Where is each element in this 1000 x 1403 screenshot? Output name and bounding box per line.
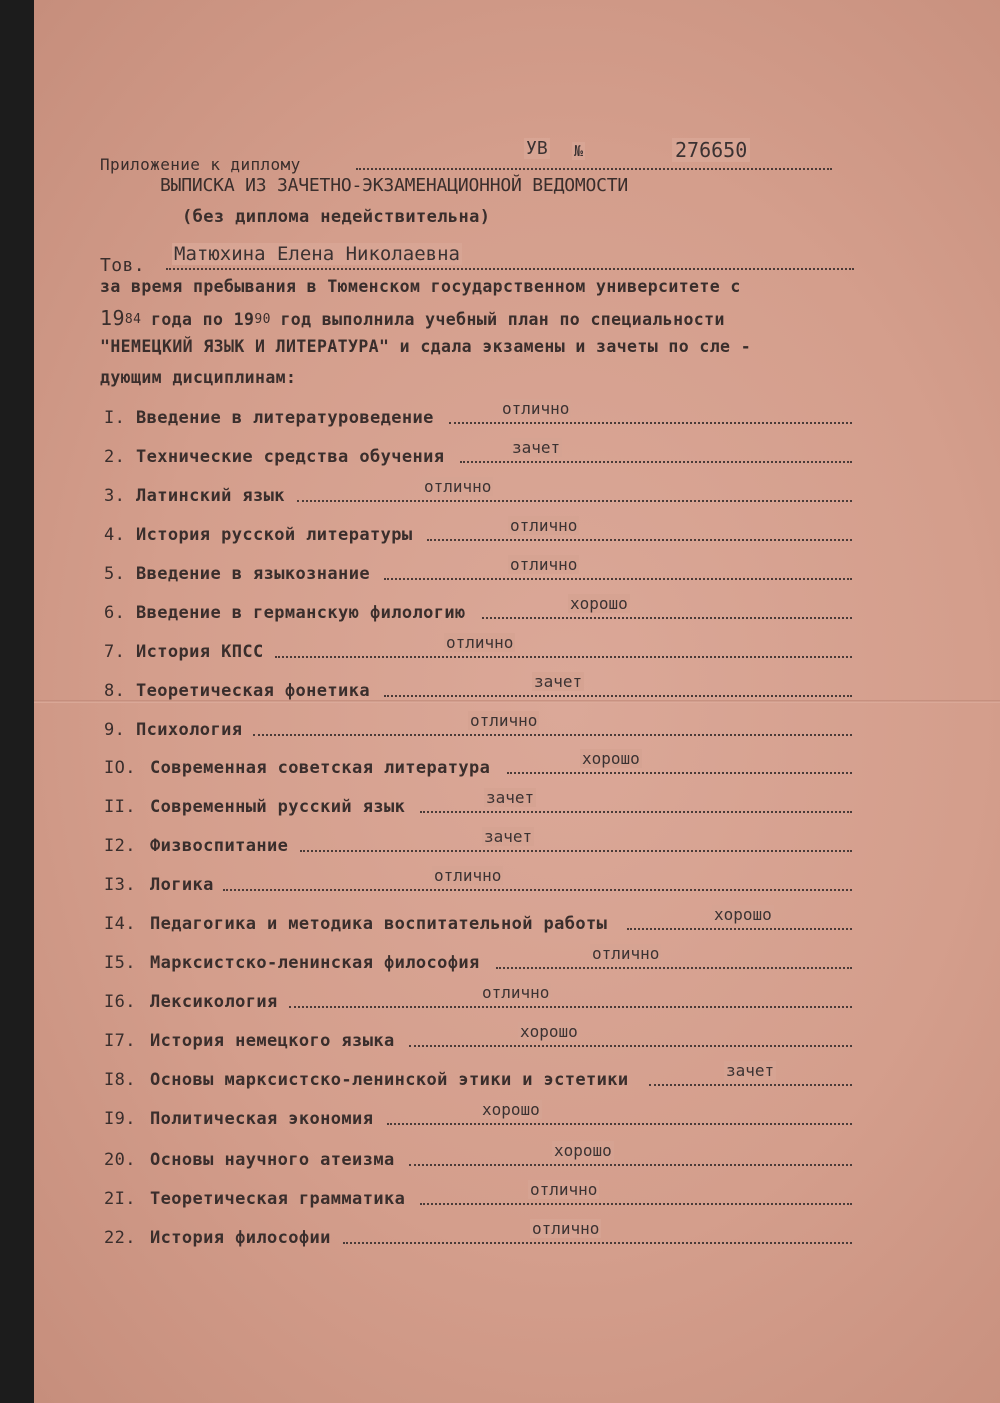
subject-name: История КПСС [136,642,264,662]
subject-name: Политическая экономия [150,1109,374,1129]
subject-grade: отлично [502,399,570,418]
subject-dots [496,967,852,969]
subject-dots [420,1203,852,1205]
subject-grade: отлично [424,477,492,496]
subject-row [104,516,934,551]
subject-number: I9. [104,1109,136,1129]
subject-row [104,788,934,823]
subject-dots [343,1242,852,1244]
subject-row [104,672,934,707]
subject-row [104,866,934,901]
subject-row [104,1022,934,1057]
subject-grade: хорошо [520,1022,578,1041]
subject-row [104,633,934,668]
subject-name: Марксистско-ленинская философия [150,953,480,973]
subject-grade: зачет [486,788,535,807]
subject-dots [507,772,852,774]
subject-number: 2I. [104,1189,136,1209]
subject-grade: хорошо [570,594,628,613]
subject-row [104,438,934,473]
subject-dots [420,811,852,813]
subject-row [104,827,934,862]
subject-name: Физвоспитание [150,836,289,856]
student-name-dots [166,268,854,270]
subject-number: 5. [104,564,126,584]
subject-number: I2. [104,836,136,856]
subject-name: История философии [150,1228,331,1248]
subject-grade: отлично [470,711,538,730]
subject-dots [384,695,852,697]
subject-row [104,944,934,979]
subject-row [104,1100,934,1135]
subject-name: Современная советская литература [150,758,491,778]
subject-grade: отлично [510,555,578,574]
body-line-2-end: год выполнила учебный план по специальности [280,310,725,329]
subject-grade: зачет [534,672,583,691]
subject-name: Технические средства обучения [136,447,445,467]
subject-name: Латинский язык [136,486,285,506]
subject-dots [300,850,852,852]
subject-number: 6. [104,603,126,623]
subject-dots [223,889,852,891]
subject-number: I. [104,408,126,428]
subject-row [104,749,934,784]
body-line-3: "НЕМЕЦКИЙ ЯЗЫК И ЛИТЕРАТУРА" и сдала экзамены и зачеты по сле - [100,337,752,356]
subject-name: Лексикология [150,992,278,1012]
subject-number: 2. [104,447,126,467]
subject-grade: отлично [446,633,514,652]
diploma-number-dots [356,168,832,170]
subject-row [104,711,934,746]
subject-name: Теоретическая грамматика [150,1189,406,1209]
subject-number: I8. [104,1070,136,1090]
subject-number: I5. [104,953,136,973]
subject-number: I4. [104,914,136,934]
subject-dots [253,734,852,736]
subject-row [104,983,934,1018]
subject-number: 8. [104,681,126,701]
subject-dots [409,1164,852,1166]
subject-number: 7. [104,642,126,662]
subject-name: Введение в литературоведение [136,408,434,428]
subject-number: 3. [104,486,126,506]
document-subtitle: (без диплома недействительна) [182,207,491,227]
subject-grade: хорошо [482,1100,540,1119]
subject-grade: зачет [484,827,533,846]
subject-name: Педагогика и методика воспитательной работы [150,914,608,934]
subject-row [104,477,934,512]
subject-name: Основы марксистско-ленинской этики и эстетики [150,1070,629,1090]
subject-row [104,1141,934,1176]
subject-name: Логика [150,875,214,895]
subject-grade: отлично [592,944,660,963]
subject-row [104,1219,934,1254]
subject-row [104,594,934,629]
subject-number: 20. [104,1150,136,1170]
subject-dots [482,617,852,619]
subject-grade: зачет [512,438,561,457]
body-line-4: дующим дисциплинам: [100,368,297,387]
subject-name: Современный русский язык [150,797,406,817]
subject-row [104,905,934,940]
subject-row [104,1180,934,1215]
subject-name: История немецкого языка [150,1031,395,1051]
body-line-2 [100,306,725,330]
number-sign: № [574,142,584,160]
subject-grade: отлично [434,866,502,885]
subject-number: 9. [104,720,126,740]
subject-number: I7. [104,1031,136,1051]
document-title: ВЫПИСКА ИЗ ЗАЧЕТНО-ЭКЗАМЕНАЦИОННОЙ ВЕДОМОСТИ [160,175,629,196]
subject-name: Введение в германскую филологию [136,603,466,623]
end-year-suffix: 90 [254,312,271,327]
subject-row [104,1061,934,1096]
subject-name: Введение в языкознание [136,564,370,584]
body-line-1: за время пребывания в Тюменском государственном университете с [100,277,741,296]
subject-name: Теоретическая фонетика [136,681,370,701]
subject-dots [427,539,852,541]
subject-dots [384,578,852,580]
subject-row [104,555,934,590]
body-line-2-mid: года по 19 [151,310,255,329]
subject-number: I3. [104,875,136,895]
subject-name: Основы научного атеизма [150,1150,395,1170]
subject-number: IO. [104,758,136,778]
subject-grade: отлично [482,983,550,1002]
subject-number: I6. [104,992,136,1012]
subject-dots [297,500,852,502]
document-page [34,0,1000,1403]
subject-grade: хорошо [582,749,640,768]
subject-grade: хорошо [714,905,772,924]
subject-number: 22. [104,1228,136,1248]
student-name: Матюхина Елена Николаевна [174,243,460,265]
subject-dots [449,422,852,424]
appendix-label: Приложение к диплому [100,155,301,174]
subject-grade: отлично [510,516,578,535]
subject-name: История русской литературы [136,525,413,545]
subject-row [104,399,934,434]
subject-dots [649,1084,852,1086]
subject-dots [289,1006,852,1008]
subject-number: 4. [104,525,126,545]
subject-dots [387,1123,852,1125]
subject-dots [275,656,852,658]
subject-grade: зачет [726,1061,775,1080]
subject-dots [627,928,852,930]
subject-dots [460,461,852,463]
diploma-number: 276650 [672,138,750,162]
subject-grade: отлично [532,1219,600,1238]
subject-dots [409,1045,852,1047]
start-year-prefix: 19 [100,306,125,330]
subject-grade: отлично [530,1180,598,1199]
start-year-suffix: 84 [124,312,142,327]
student-prefix: Тов. [100,255,145,276]
diploma-series: УВ [526,138,548,159]
subject-number: II. [104,797,136,817]
subject-name: Психология [136,720,243,740]
subject-grade: хорошо [554,1141,612,1160]
